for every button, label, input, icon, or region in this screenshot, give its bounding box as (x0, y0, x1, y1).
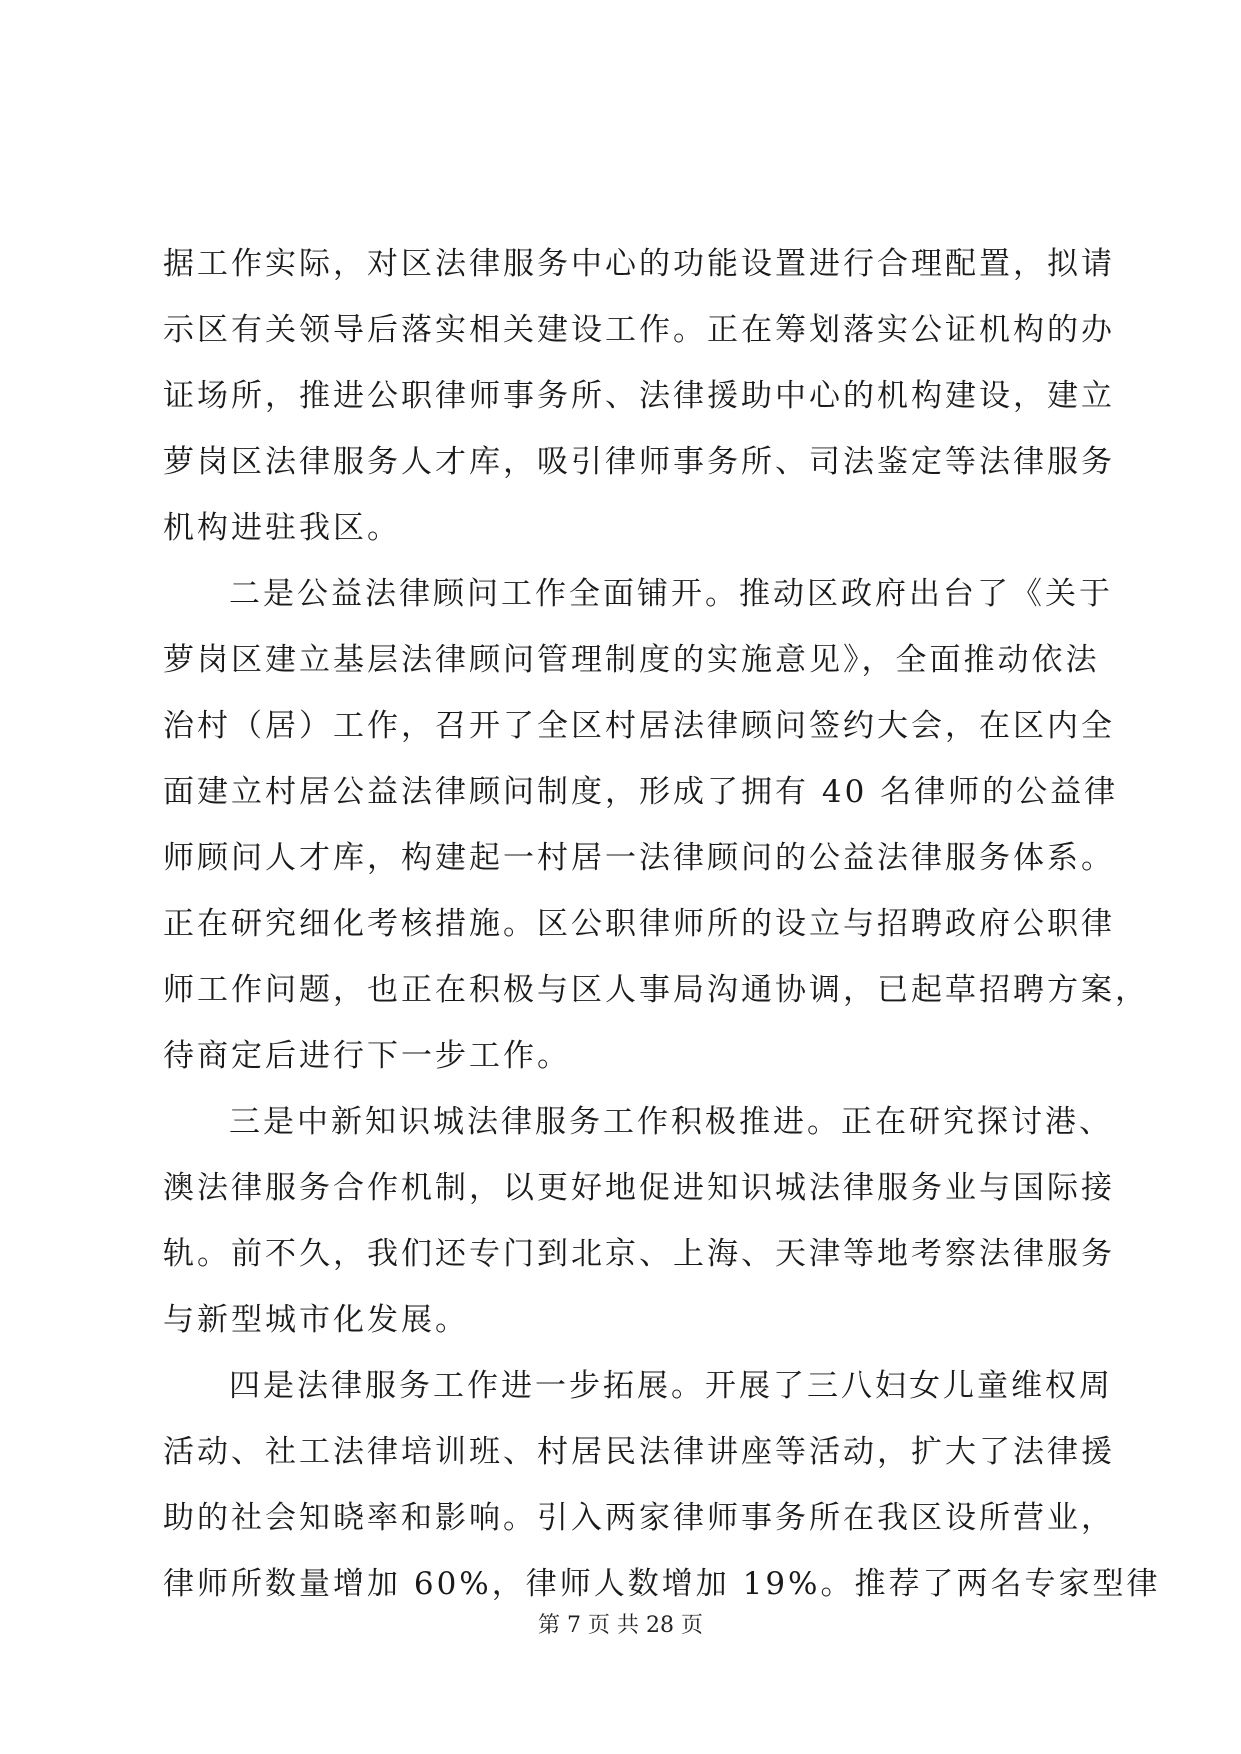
text-line: 律师所数量增加 60%，律师人数增加 19%。推荐了两名专家型律 (163, 1566, 1161, 1602)
text-line: 正在研究细化考核措施。区公职律师所的设立与招聘政府公职律 (163, 906, 1115, 942)
text-line: 萝岗区建立基层法律顾问管理制度的实施意见》，全面推动依法 (163, 642, 1100, 678)
text-line: 与新型城市化发展。 (163, 1302, 469, 1338)
text-line: 待商定后进行下一步工作。 (163, 1038, 571, 1074)
text-line: 助的社会知晓率和影响。引入两家律师事务所在我区设所营业， (163, 1500, 1115, 1536)
paragraph-start-line: 三是中新知识城法律服务工作积极推进。正在研究探讨港、 (229, 1104, 1113, 1140)
text-line: 示区有关领导后落实相关建设工作。正在筹划落实公证机构的办 (163, 312, 1115, 348)
text-line: 机构进驻我区。 (163, 510, 401, 546)
text-line: 轨。前不久，我们还专门到北京、上海、天津等地考察法律服务 (163, 1236, 1115, 1272)
paragraph-start-line: 四是法律服务工作进一步拓展。开展了三八妇女儿童维权周 (229, 1368, 1113, 1404)
text-line: 师工作问题，也正在积极与区人事局沟通协调，已起草招聘方案， (163, 972, 1149, 1008)
text-line: 面建立村居公益法律顾问制度，形成了拥有 40 名律师的公益律 (163, 774, 1119, 810)
page-number-footer: 第 7 页 共 28 页 (538, 1613, 703, 1638)
text-line: 萝岗区法律服务人才库，吸引律师事务所、司法鉴定等法律服务 (163, 444, 1115, 480)
text-line: 澳法律服务合作机制，以更好地促进知识城法律服务业与国际接 (163, 1170, 1115, 1206)
text-line: 证场所，推进公职律师事务所、法律援助中心的机构建设，建立 (163, 378, 1115, 414)
text-line: 据工作实际，对区法律服务中心的功能设置进行合理配置，拟请 (163, 246, 1115, 282)
text-line: 师顾问人才库，构建起一村居一法律顾问的公益法律服务体系。 (163, 840, 1115, 876)
text-line: 活动、社工法律培训班、村居民法律讲座等活动，扩大了法律援 (163, 1434, 1115, 1470)
paragraph-start-line: 二是公益法律顾问工作全面铺开。推动区政府出台了《关于 (229, 576, 1113, 612)
text-line: 治村（居）工作，召开了全区村居法律顾问签约大会，在区内全 (163, 708, 1115, 744)
document-body (163, 231, 1161, 1617)
